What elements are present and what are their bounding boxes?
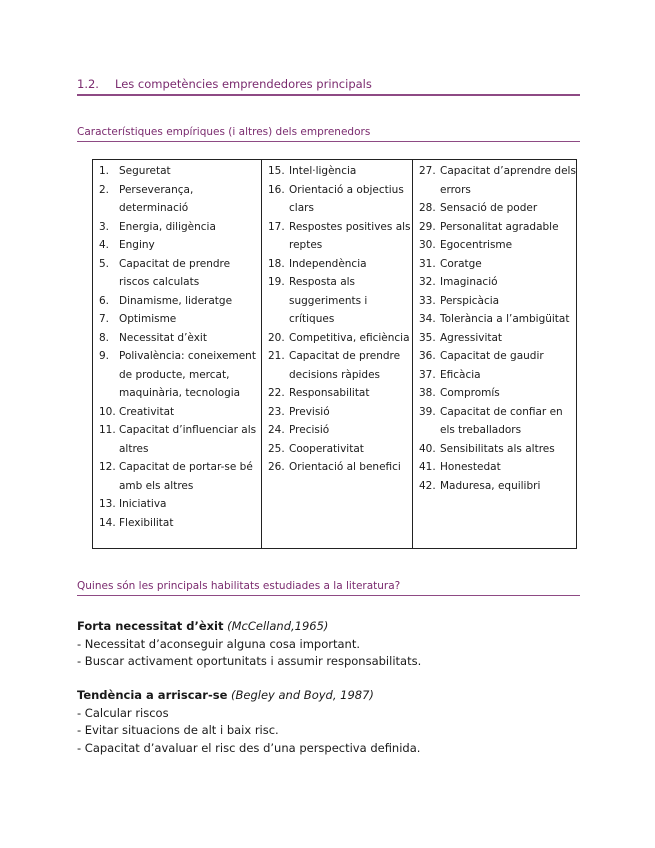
item-text: Dinamisme, lideratge (119, 294, 233, 307)
item-number: 9. (99, 350, 110, 362)
table-item (99, 329, 261, 348)
table-item (419, 347, 576, 366)
section-title: Les competències emprendedores principals (115, 77, 372, 91)
item-text: Independència (289, 257, 367, 270)
item-number: 3. (99, 220, 110, 233)
item-number: 8. (99, 331, 110, 344)
item-text: Intel·ligència (289, 165, 357, 177)
item-text: Sensació de poder (440, 202, 538, 214)
table-item (419, 218, 576, 237)
item-number: 31. (419, 257, 436, 270)
item-text: Cooperativitat (289, 442, 364, 455)
item-text: Honestedat (440, 461, 501, 473)
skill-block-success (77, 618, 597, 671)
item-number: 20. (268, 331, 285, 344)
item-number: 34. (419, 313, 436, 325)
item-text: Energia, diligència (119, 220, 216, 233)
item-number: 18. (268, 257, 285, 270)
item-text: Capacitat de gaudir (440, 350, 544, 362)
skill-title: Tendència a arriscar-se (77, 688, 228, 702)
skill-line: - Buscar activament oportunitats i assumir responsabilitats. (77, 654, 422, 668)
item-number: 1. (99, 165, 110, 177)
item-text: Egocentrisme (440, 239, 513, 251)
table-item (268, 255, 412, 274)
table-column-3 (412, 160, 576, 548)
skill-line: - Capacitat d’avaluar el risc des d’una perspectiva definida. (77, 740, 421, 755)
item-number: 32. (419, 276, 436, 288)
table-item (268, 162, 412, 181)
item-text: Polivalència: coneixement de producte, mercat, maquinària, tecnologia (119, 350, 256, 399)
item-number: 29. (419, 220, 436, 233)
item-text: Orientació al benefici (289, 461, 401, 473)
item-text: Coratge (440, 257, 482, 270)
item-number: 2. (99, 183, 110, 196)
item-text: Compromís (440, 387, 500, 399)
table-item (268, 218, 412, 255)
item-text: Capacitat de portar-se bé amb els altres (119, 461, 253, 492)
item-text: Resposta als suggeriments i crítiques (289, 276, 368, 325)
table-column-2 (261, 160, 412, 548)
table-item (99, 181, 261, 218)
item-text: Eficàcia (440, 368, 481, 381)
table-item (99, 458, 261, 495)
item-text: Capacitat d’aprendre dels errors (440, 165, 576, 196)
item-text: Imaginació (440, 276, 498, 288)
item-number: 7. (99, 313, 110, 325)
table-item (419, 477, 576, 496)
section-number: 1.2. (77, 77, 99, 91)
item-number: 39. (419, 405, 436, 418)
table-item (268, 181, 412, 218)
item-text: Sensibilitats als altres (440, 442, 555, 455)
section-heading (77, 77, 580, 96)
item-text: Optimisme (119, 313, 177, 325)
skill-heading (77, 687, 597, 705)
table-item (268, 347, 412, 384)
item-number: 13. (99, 498, 116, 510)
table-item (419, 366, 576, 385)
item-number: 4. (99, 239, 110, 251)
item-number: 36. (419, 350, 436, 362)
table-item (419, 292, 576, 311)
table-item (268, 403, 412, 422)
table-item (419, 273, 576, 292)
item-text: Enginy (119, 239, 155, 251)
item-text: Perspicàcia (440, 294, 500, 307)
skill-title: Forta necessitat d’èxit (77, 619, 224, 633)
item-number: 6. (99, 294, 110, 307)
item-number: 33. (419, 294, 436, 307)
skill-line: - Evitar situacions de alt i baix risc. (77, 723, 279, 737)
item-text: Orientació a objectius clars (289, 183, 404, 214)
table-item (99, 218, 261, 237)
subheading-skills: Quines són les principals habilitats estudiades a la literatura? (77, 580, 580, 596)
item-number: 25. (268, 442, 285, 455)
table-item (99, 162, 261, 181)
subheading-characteristics: Característiques empíriques (i altres) dels emprenedors (77, 126, 580, 142)
item-text: Respostes positives als reptes (289, 220, 411, 251)
item-text: Capacitat de confiar en els treballadors (440, 405, 563, 436)
item-number: 23. (268, 405, 285, 418)
item-number: 30. (419, 239, 436, 251)
table-item (268, 458, 412, 477)
table-item (99, 403, 261, 422)
item-text: Necessitat d’èxit (119, 331, 207, 344)
table-item (99, 310, 261, 329)
table-item (268, 273, 412, 329)
item-text: Previsió (289, 405, 330, 418)
table-item (419, 199, 576, 218)
skill-citation: (Begley and Boyd, 1987) (231, 688, 374, 702)
item-number: 19. (268, 276, 285, 288)
skill-line: - Calcular riscos (77, 705, 169, 720)
item-number: 35. (419, 331, 436, 344)
item-text: Seguretat (119, 165, 171, 177)
item-text: Capacitat d’influenciar als altres (119, 424, 257, 455)
item-number: 22. (268, 387, 285, 399)
table-item (419, 329, 576, 348)
item-number: 12. (99, 461, 116, 473)
item-number: 11. (99, 424, 116, 436)
item-number: 16. (268, 183, 285, 196)
item-text: Flexibilitat (119, 516, 174, 529)
characteristics-table (92, 159, 577, 549)
table-item (99, 292, 261, 311)
item-number: 41. (419, 461, 436, 473)
table-item (419, 162, 576, 199)
table-item (99, 236, 261, 255)
item-number: 14. (99, 516, 116, 529)
skill-heading (77, 618, 597, 636)
table-item (268, 329, 412, 348)
item-text: Capacitat de prendre decisions ràpides (289, 350, 401, 381)
table-item (419, 403, 576, 440)
table-item (419, 236, 576, 255)
item-text: Capacitat de prendre riscos calculats (119, 257, 231, 288)
item-number: 42. (419, 479, 436, 492)
item-number: 26. (268, 461, 285, 473)
skill-block-risk (77, 687, 597, 757)
table-item (419, 440, 576, 459)
item-number: 40. (419, 442, 436, 455)
table-item (268, 421, 412, 440)
table-item (268, 384, 412, 403)
item-text: Competitiva, eficiència (289, 331, 410, 344)
item-text: Personalitat agradable (440, 220, 559, 233)
table-item (268, 440, 412, 459)
item-text: Maduresa, equilibri (440, 479, 541, 492)
table-item (419, 384, 576, 403)
item-number: 37. (419, 368, 436, 381)
table-item (99, 495, 261, 514)
item-text: Tolerància a l’ambigüitat (440, 313, 570, 325)
table-item (419, 255, 576, 274)
item-number: 24. (268, 424, 285, 436)
item-number: 15. (268, 165, 285, 177)
table-item (99, 347, 261, 403)
item-text: Precisió (289, 424, 330, 436)
item-number: 21. (268, 350, 285, 362)
table-item (419, 458, 576, 477)
item-text: Responsabilitat (289, 387, 370, 399)
item-text: Agressivitat (440, 331, 503, 344)
table-item (419, 310, 576, 329)
item-text: Perseverança, determinació (119, 183, 194, 214)
item-text: Iniciativa (119, 498, 167, 510)
item-number: 10. (99, 405, 116, 418)
table-item (99, 421, 261, 458)
item-number: 17. (268, 220, 285, 233)
item-number: 27. (419, 165, 436, 177)
item-number: 38. (419, 387, 436, 399)
item-text: Creativitat (119, 405, 175, 418)
table-item (99, 255, 261, 292)
item-number: 5. (99, 257, 110, 270)
item-number: 28. (419, 202, 436, 214)
skill-line: - Necessitat d’aconseguir alguna cosa important. (77, 636, 361, 651)
skill-citation: (McCelland,1965) (227, 619, 329, 633)
table-item (99, 514, 261, 533)
table-column-1 (93, 160, 261, 548)
